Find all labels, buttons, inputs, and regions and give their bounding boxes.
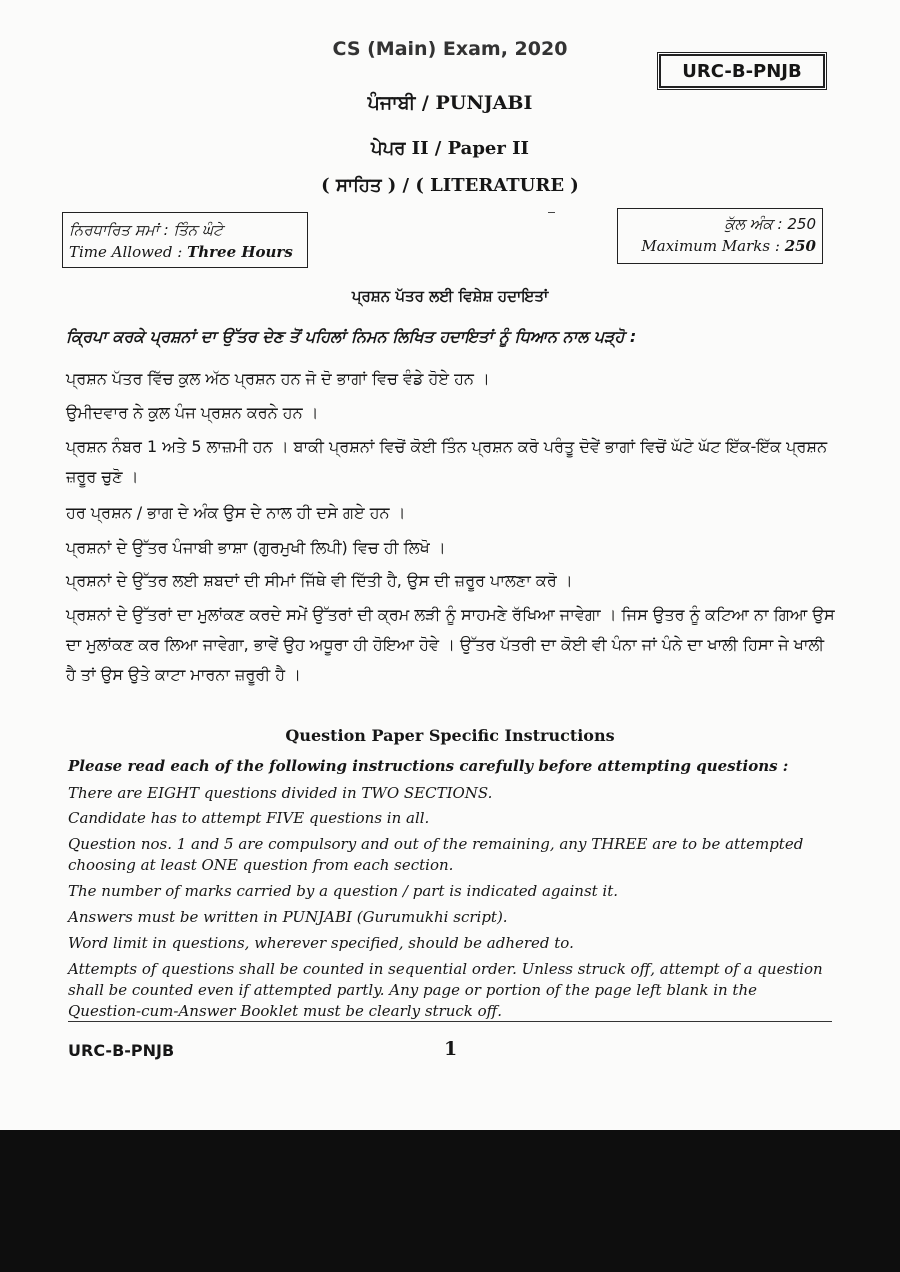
punjabi-instruction-item: ਪ੍ਰਸ਼ਨਾਂ ਦੇ ਉੱਤਰ ਪੰਜਾਬੀ ਭਾਸ਼ਾ (ਗੁਰਮੁਖੀ ਲਿਪੀ) ਵਿਚ ਹੀ ਲਿਖੋ । (66, 538, 446, 557)
punjabi-instruction-item: ਪ੍ਰਸ਼ਨ ਨੰਬਰ 1 ਅਤੇ 5 ਲਾਜ਼ਮੀ ਹਨ । ਬਾਕੀ ਪ੍ਰਸ਼ਨਾਂ ਵਿਚੋਂ ਕੋਈ ਤਿੰਨ ਪ੍ਰਸ਼ਨ ਕਰੋ ਪਰੰਤੂ ਦੋਵੇਂ ਭਾਗਾਂ ਵਿਚੋਂ ਘੱਟੋ ਘੱਟ ਇੱਕ-ਇੱਕ ਪ੍ਰਸ਼ਨ ਜ਼ਰੂਰ ਚੁਣੋ । (66, 437, 828, 486)
punjabi-instruction-item: ਉਮੀਦਵਾਰ ਨੇ ਕੁਲ ਪੰਜ ਪ੍ਰਸ਼ਨ ਕਰਨੇ ਹਨ । (66, 403, 319, 422)
scan-mark (548, 212, 555, 213)
english-instructions-intro: Please read each of the following instructions carefully before attempting questions : (68, 757, 789, 775)
exam-title: CS (Main) Exam, 2020 (332, 38, 568, 60)
time-allowed-label: Time Allowed : (69, 243, 183, 261)
english-instruction-item: Answers must be written in PUNJABI (Gurumukhi script). (68, 908, 508, 926)
page-number: 1 (444, 1038, 458, 1060)
footer-divider (68, 1021, 832, 1022)
punjabi-instruction-item: ਪ੍ਰਸ਼ਨਾਂ ਦੇ ਉੱਤਰ ਲਈ ਸ਼ਬਦਾਂ ਦੀ ਸੀਮਾਂ ਜਿੱਥੇ ਵੀ ਦਿੱਤੀ ਹੈ, ਉਸ ਦੀ ਜ਼ਰੂਰ ਪਾਲਣਾ ਕਰੋ । (66, 571, 573, 590)
paper-title: ਪੇਪਰ II / Paper II (371, 138, 529, 159)
english-instruction-item: Word limit in questions, wherever specified, should be adhered to. (68, 934, 574, 952)
english-instruction-item: Candidate has to attempt FIVE questions in all. (68, 809, 430, 827)
time-allowed-box (62, 212, 308, 268)
max-marks-value: 250 (784, 237, 816, 255)
punjabi-instruction-item: ਪ੍ਰਸ਼ਨਾਂ ਦੇ ਉੱਤਰਾਂ ਦਾ ਮੁਲਾਂਕਣ ਕਰਦੇ ਸਮੇਂ ਉੱਤਰਾਂ ਦੀ ਕ੍ਰਮ ਲੜੀ ਨੂੰ ਸਾਹਮਣੇ ਰੱਖਿਆ ਜਾਵੇਗਾ । ਜਿਸ ਉਤਰ ਨੂੰ ਕਟਿਆ ਨਾ ਗਿਆ ਉਸ ਦਾ ਮੁਲਾਂਕਣ ਕਰ ਲਿਆ ਜਾਵੇਗਾ, ਭਾਵੇਂ ਉਹ ਅਧੂਰਾ ਹੀ ਹੋਇਆ ਹੋਵੇ । ਉੱਤਰ ਪੱਤਰੀ ਦਾ ਕੋਈ ਵੀ ਪੰਨਾ ਜਾਂ ਪੰਨੇ ਦਾ ਖਾਲੀ ਹਿਸਾ ਜੇ ਖਾਲੀ ਹੈ ਤਾਂ ਉਸ ਉਤੇ ਕਾਟਾ ਮਾਰਨਾ ਜ਼ਰੂਰੀ ਹੈ । (66, 605, 835, 684)
scan-background (0, 1130, 900, 1272)
max-marks-label: Maximum Marks : (641, 237, 780, 255)
paper-code-box: URC-B-PNJB (659, 54, 825, 88)
punjabi-instruction-item: ਪ੍ਰਸ਼ਨ ਪੱਤਰ ਵਿੱਚ ਕੁਲ ਅੱਠ ਪ੍ਰਸ਼ਨ ਹਨ ਜੋ ਦੋ ਭਾਗਾਂ ਵਿਚ ਵੰਡੇ ਹੋਏ ਹਨ । (66, 369, 490, 388)
english-instructions-heading: Question Paper Specific Instructions (285, 726, 615, 745)
footer-paper-code: URC-B-PNJB (68, 1041, 175, 1060)
time-allowed-value: Three Hours (187, 243, 293, 261)
english-instruction-item: There are EIGHT questions divided in TWO SECTIONS. (68, 784, 493, 802)
english-instruction-item: The number of marks carried by a question / part is indicated against it. (68, 882, 619, 900)
subject-title: ਪੰਜਾਬੀ / PUNJABI (367, 92, 533, 114)
english-instruction-item: Attempts of questions shall be counted in sequential order. Unless struck off, attempt of a question shall be counted even if attempted partly. Any page or portion of the page left blank in the Question-cum-Answer Booklet must be clearly struck off. (68, 960, 823, 1020)
punjabi-instructions-intro: ਕ੍ਰਿਪਾ ਕਰਕੇ ਪ੍ਰਸ਼ਨਾਂ ਦਾ ਉੱਤਰ ਦੇਣ ਤੋਂ ਪਹਿਲਾਂ ਨਿਮਨ ਲਿਖਿਤ ਹਦਾਇਤਾਂ ਨੂੰ ਧਿਆਨ ਨਾਲ ਪੜ੍ਹੋ : (66, 327, 637, 346)
section-title: ( ਸਾਹਿਤ ) / ( LITERATURE ) (321, 175, 579, 196)
max-marks-pa: ਕੁੱਲ ਅੰਕ : 250 (724, 215, 816, 233)
punjabi-instructions-heading: ਪ੍ਰਸ਼ਨ ਪੱਤਰ ਲਈ ਵਿਸ਼ੇਸ਼ ਹਦਾਇਤਾਂ (351, 287, 549, 305)
english-instruction-item: Question nos. 1 and 5 are compulsory and out of the remaining, any THREE are to be attempted choosing at least ONE question from each section. (68, 835, 804, 874)
max-marks-en (618, 235, 816, 257)
max-marks-box (617, 208, 823, 264)
time-allowed-en (69, 241, 307, 263)
time-allowed-pa: ਨਿਰਧਾਰਿਤ ਸਮਾਂ : ਤਿੰਨ ਘੰਟੇ (69, 221, 223, 239)
punjabi-instruction-item: ਹਰ ਪ੍ਰਸ਼ਨ / ਭਾਗ ਦੇ ਅੰਕ ਉਸ ਦੇ ਨਾਲ ਹੀ ਦਸੇ ਗਏ ਹਨ । (66, 503, 406, 522)
